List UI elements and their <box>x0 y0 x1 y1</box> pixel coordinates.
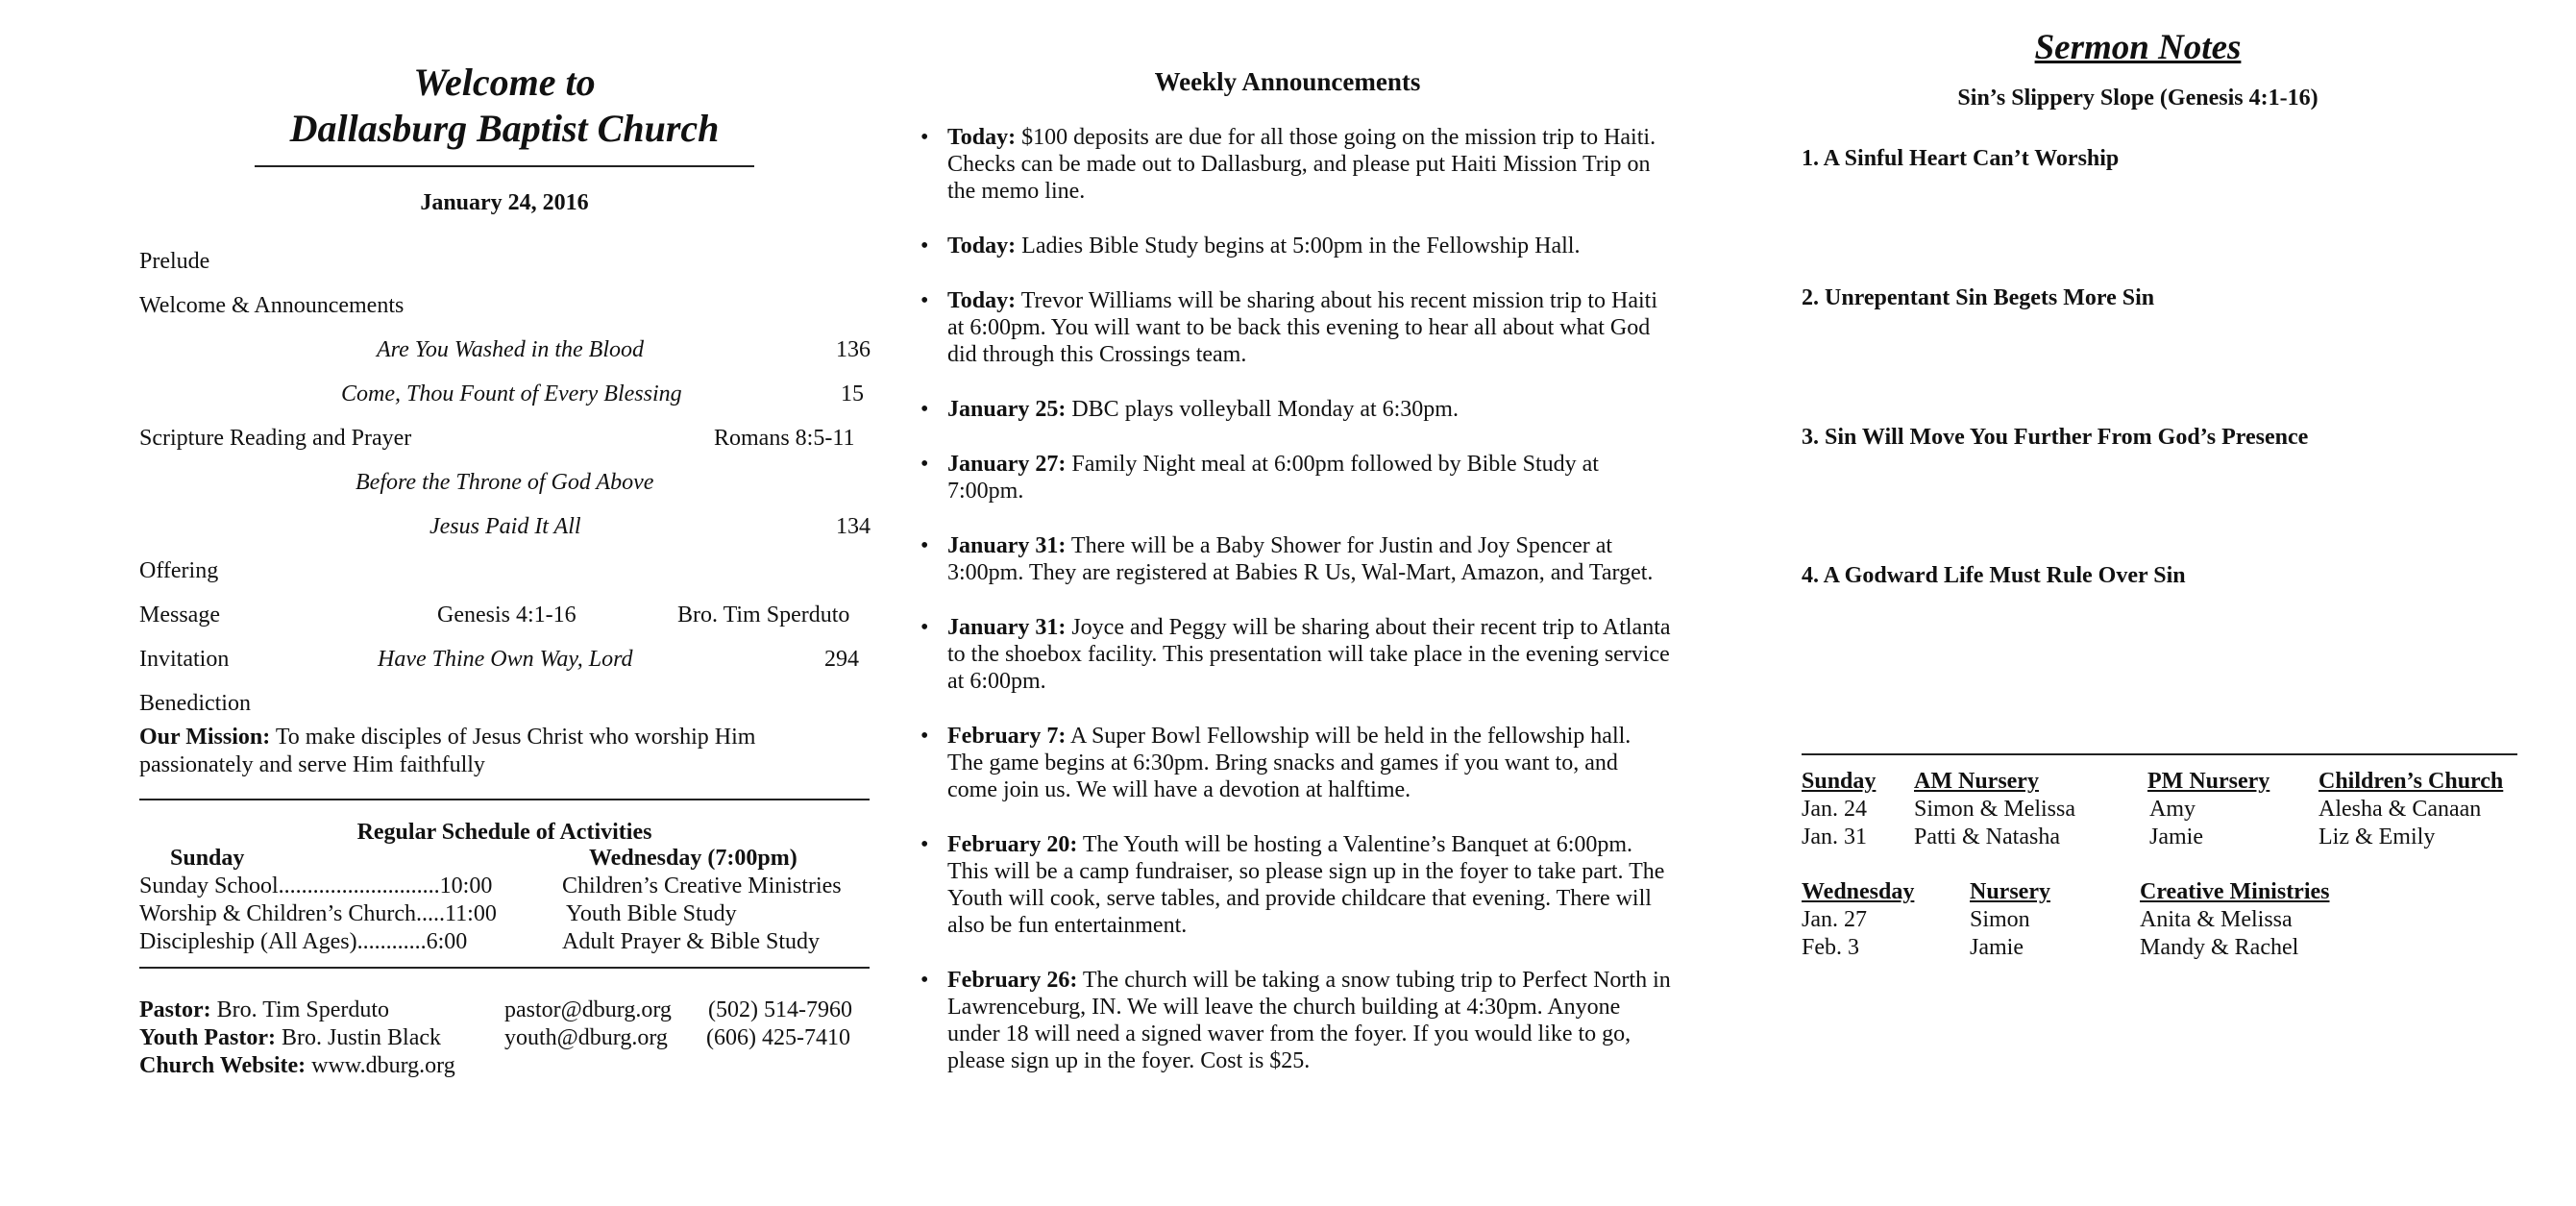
sermon-point: 4. A Godward Life Must Rule Over Sin <box>1802 563 2186 588</box>
schedule-title: Regular Schedule of Activities <box>356 820 652 845</box>
table-header: AM Nursery <box>1914 769 2039 794</box>
prelude-item: Prelude <box>139 249 210 274</box>
announcement-date: January 31: <box>947 533 1067 558</box>
announcement-date: January 27: <box>947 452 1067 477</box>
announcements-title: Weekly Announcements <box>1154 67 1421 96</box>
hymn-number: 134 <box>836 514 871 539</box>
schedule-wednesday-item: Youth Bible Study <box>566 901 737 926</box>
announcement-date: February 7: <box>947 724 1067 749</box>
invitation-item: Invitation <box>139 647 230 672</box>
hymn-title: Come, Thou Fount of Every Blessing <box>341 381 682 406</box>
bullet-icon: • <box>920 288 929 313</box>
pastor-line <box>139 997 389 1023</box>
announcement-text: Joyce and Peggy will be sharing about their recent trip to Atlanta to the shoebox facility. This presentation will take place in the evening service at 6:00pm. <box>947 615 1671 694</box>
mission-statement <box>139 724 870 779</box>
announcement-item <box>913 532 1672 586</box>
church-name: Dallasburg Baptist Church <box>289 107 720 150</box>
regular-schedule <box>139 846 870 954</box>
message-speaker: Bro. Tim Sperduto <box>677 603 850 628</box>
nursery-divider <box>1802 753 2517 755</box>
announcements-list <box>913 124 1681 1074</box>
hymn-number: 294 <box>824 647 859 672</box>
benediction-item: Benediction <box>139 691 251 716</box>
hymn-number: 15 <box>841 381 864 406</box>
table-cell: Feb. 3 <box>1802 935 1859 960</box>
announcement-item <box>913 831 1672 939</box>
hymn-title: Are You Washed in the Blood <box>377 337 645 362</box>
website-url: www.dburg.org <box>306 1053 455 1078</box>
schedule-wednesday-item: Adult Prayer & Bible Study <box>562 929 820 954</box>
announcement-text: DBC plays volleyball Monday at 6:30pm. <box>1066 397 1459 422</box>
table-cell: Mandy & Rachel <box>2140 935 2299 960</box>
sermon-point: 1. A Sinful Heart Can’t Worship <box>1802 146 2120 171</box>
announcement-date: January 25: <box>947 397 1067 422</box>
scripture-reading-item: Scripture Reading and Prayer <box>139 426 412 451</box>
announcement-text: Family Night meal at 6:00pm followed by Bible Study at 7:00pm. <box>947 452 1599 504</box>
section-divider <box>139 799 870 800</box>
pastor-email: pastor@dburg.org <box>504 997 672 1022</box>
pastor-phone: (502) 514-7960 <box>708 997 852 1022</box>
announcement-item <box>913 614 1672 695</box>
bullet-icon: • <box>920 452 929 477</box>
bullet-icon: • <box>920 125 929 150</box>
schedule-sunday-item: Sunday School............................10:00 <box>139 874 493 898</box>
offering-item: Offering <box>139 558 219 583</box>
table-header: Sunday <box>1802 769 1877 794</box>
welcome-announcements-item: Welcome & Announcements <box>139 293 405 318</box>
schedule-sunday-item: Discipleship (All Ages)............6:00 <box>139 929 468 954</box>
schedule-wednesday-item: Children’s Creative Ministries <box>562 874 842 898</box>
table-cell: Jan. 24 <box>1802 797 1867 822</box>
youth-pastor-line <box>139 1025 441 1051</box>
announcement-date: February 20: <box>947 832 1078 857</box>
announcement-date: Today: <box>947 288 1017 313</box>
table-cell: Patti & Natasha <box>1914 825 2060 849</box>
announcement-text: There will be a Baby Shower for Justin and Joy Spencer at 3:00pm. They are registered at Babies R Us, Wal-Mart, Amazon, and Target. <box>947 533 1654 585</box>
announcement-date: January 31: <box>947 615 1067 640</box>
table-header: PM Nursery <box>2147 769 2270 794</box>
bullet-icon: • <box>920 533 929 558</box>
table-cell: Jamie <box>2149 825 2203 849</box>
table-cell: Amy <box>2149 797 2196 822</box>
website-label: Church Website: <box>139 1053 307 1078</box>
table-header: Wednesday <box>1802 879 1915 904</box>
announcement-item <box>913 124 1672 205</box>
hymn-number: 136 <box>836 337 871 362</box>
table-header: Nursery <box>1970 879 2050 904</box>
announcement-text: A Super Bowl Fellowship will be held in the fellowship hall. The game begins at 6:30pm. Bring snacks and games if you want to, and come join us. We will have a devotion at halftime. <box>947 724 1631 802</box>
table-cell: Liz & Emily <box>2318 825 2436 849</box>
website-line <box>139 1053 455 1079</box>
table-cell: Jamie <box>1970 935 2024 960</box>
table-cell: Alesha & Canaan <box>2318 797 2482 822</box>
message-item: Message <box>139 603 220 628</box>
announcement-item <box>913 451 1672 505</box>
schedule-wednesday-header: Wednesday (7:00pm) <box>589 846 797 871</box>
mission-text-line-1: To make disciples of Jesus Christ who worship Him <box>270 725 756 750</box>
bullet-icon: • <box>920 724 929 749</box>
announcement-text: Trevor Williams will be sharing about his recent mission trip to Haiti at 6:00pm. You will want to be back this evening to hear all about what God did through this Crossings team. <box>947 288 1658 367</box>
table-cell: Jan. 27 <box>1802 907 1867 932</box>
sermon-subtitle: Sin’s Slippery Slope (Genesis 4:1-16) <box>1957 86 2318 111</box>
announcement-text: Ladies Bible Study begins at 5:00pm in the Fellowship Hall. <box>1016 234 1581 258</box>
schedule-sunday-header: Sunday <box>170 846 245 871</box>
contact-info <box>139 997 870 1084</box>
youth-pastor-name: Bro. Justin Black <box>276 1025 441 1050</box>
youth-phone: (606) 425-7410 <box>706 1025 850 1050</box>
sermon-point: 2. Unrepentant Sin Begets More Sin <box>1802 285 2155 310</box>
table-cell: Simon <box>1970 907 2030 932</box>
mission-label: Our Mission: <box>139 725 271 750</box>
announcement-item <box>913 967 1672 1074</box>
announcement-date: Today: <box>947 125 1017 150</box>
bullet-icon: • <box>920 832 929 857</box>
service-date: January 24, 2016 <box>420 190 589 215</box>
announcement-item <box>913 396 1672 423</box>
announcement-date: Today: <box>947 234 1017 258</box>
title-divider <box>255 165 754 167</box>
table-cell: Anita & Melissa <box>2140 907 2293 932</box>
bullet-icon: • <box>920 397 929 422</box>
bullet-icon: • <box>920 615 929 640</box>
sermon-point: 3. Sin Will Move You Further From God’s Presence <box>1802 425 2309 450</box>
announcement-text: $100 deposits are due for all those going on the mission trip to Haiti. Checks can be made out to Dallasburg, and please put Haiti Mission Trip on the memo line. <box>947 125 1656 204</box>
welcome-line-1: Welcome to <box>413 61 596 104</box>
hymn-title: Have Thine Own Way, Lord <box>378 647 633 672</box>
table-header: Creative Ministries <box>2140 879 2330 904</box>
announcement-text: The church will be taking a snow tubing trip to Perfect North in Lawrenceburg, IN. We will leave the church building at 4:30pm. Anyone under 18 will need a signed waver from the foyer. If you would like to go, please sign up in the foyer. Cost is $25. <box>947 968 1671 1073</box>
hymn-title: Before the Throne of God Above <box>356 470 654 495</box>
pastor-name: Bro. Tim Sperduto <box>210 997 390 1022</box>
announcement-item <box>913 233 1672 259</box>
youth-pastor-label: Youth Pastor: <box>139 1025 276 1050</box>
order-of-service <box>139 224 870 724</box>
bullet-icon: • <box>920 968 929 993</box>
schedule-sunday-item: Worship & Children’s Church.....11:00 <box>139 901 497 926</box>
message-reference: Genesis 4:1-16 <box>437 603 577 628</box>
announcement-item <box>913 723 1672 803</box>
table-cell: Simon & Melissa <box>1914 797 2076 822</box>
sermon-notes-column <box>1802 27 2522 1180</box>
scripture-reference: Romans 8:5-11 <box>714 426 855 451</box>
section-divider <box>139 967 870 969</box>
table-cell: Jan. 31 <box>1802 825 1867 849</box>
youth-email: youth@dburg.org <box>504 1025 668 1050</box>
hymn-title: Jesus Paid It All <box>429 514 581 539</box>
announcement-item <box>913 287 1672 368</box>
order-of-service-column <box>139 60 870 1084</box>
announcement-text: The Youth will be hosting a Valentine’s Banquet at 6:00pm. This will be a camp fundraiser, so please sign up in the foyer to take part. The Youth will cook, serve tables, and provide childcare that evening. There will also be fun entertainment. <box>947 832 1665 938</box>
sermon-notes-title: Sermon Notes <box>2034 28 2242 67</box>
bullet-icon: • <box>920 234 929 258</box>
mission-text-line-2: passionately and serve Him faithfully <box>139 752 485 777</box>
pastor-label: Pastor: <box>139 997 211 1022</box>
welcome-heading <box>139 60 870 152</box>
announcement-date: February 26: <box>947 968 1078 993</box>
announcements-column <box>913 67 1681 1102</box>
table-header: Children’s Church <box>2318 769 2504 794</box>
